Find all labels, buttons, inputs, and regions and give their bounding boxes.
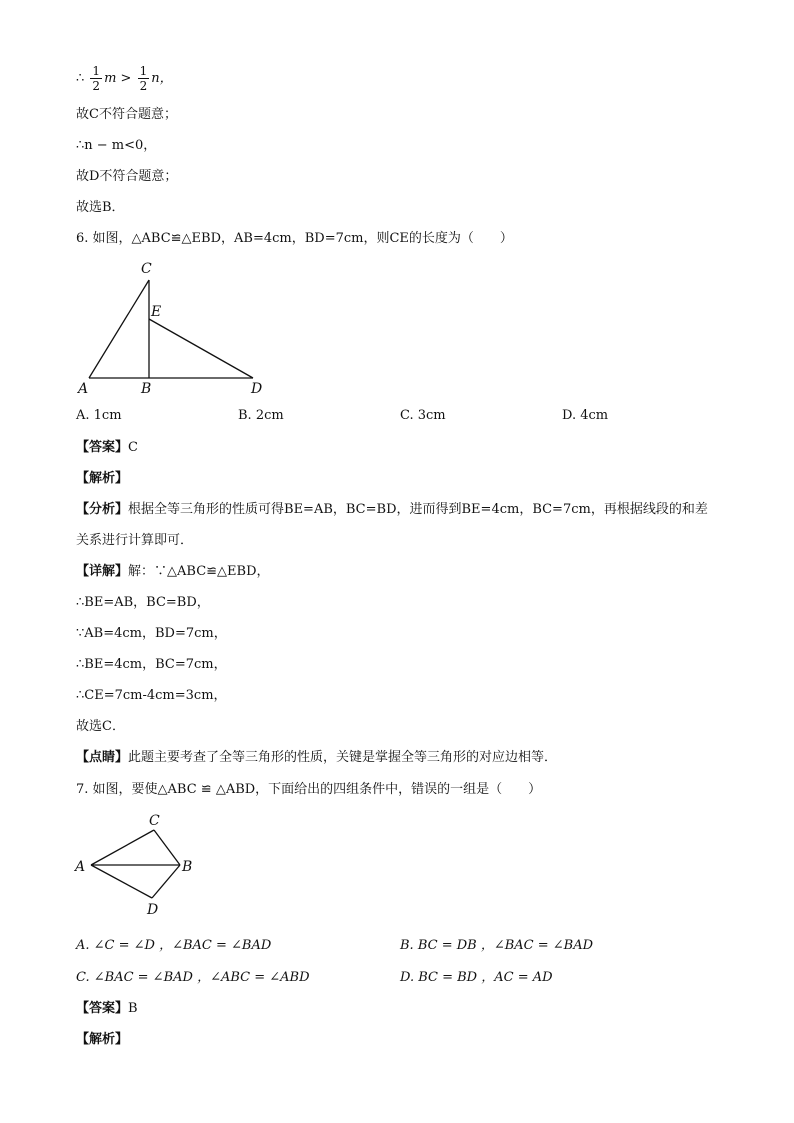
segment-db — [152, 865, 180, 898]
q7-option-b: B. BC = DB ，∠BAC = ∠BAD — [400, 938, 594, 953]
q6-option-c: C. 3cm — [400, 408, 446, 423]
label-c: C — [149, 813, 160, 829]
label-d: D — [147, 902, 159, 918]
label-b: B — [141, 381, 152, 397]
q6-step4: ∴BE=4cm，BC=7cm， — [76, 657, 227, 672]
q6-fenxi-line1: 【分析】根据全等三角形的性质可得BE=AB，BC=BD，进而得到BE=4cm，BC=7cm，再根据线段的和差 — [76, 502, 708, 517]
q6-triangle-lines — [89, 280, 253, 378]
segment-ad — [91, 865, 152, 898]
line-d-not-fit: 故D不符合题意； — [76, 169, 178, 184]
label-a: A — [78, 381, 89, 397]
q6-step2: ∴BE=AB，BC=BD， — [76, 595, 210, 610]
q6-option-b: B. 2cm — [238, 408, 284, 423]
q6-option-d: D. 4cm — [562, 408, 609, 423]
q7-answer: 【答案】B — [76, 1001, 138, 1016]
q6-step3: ∵AB=4cm，BD=7cm， — [76, 626, 227, 641]
q7-figure — [70, 810, 210, 920]
line-n-minus-m: ∴n − m<0， — [76, 138, 157, 153]
line-choose-b: 故选B． — [76, 200, 125, 215]
inequality-line: ∴ $\frac{1}{2}$ m > $\frac{1}{2}$ n， — [76, 64, 173, 93]
q6-xiangjie: 【详解】解：∵△ABC≌△EBD， — [76, 564, 270, 579]
label-c: C — [141, 261, 152, 277]
segment-ac — [91, 830, 154, 865]
q6-figure — [70, 255, 280, 400]
label-b: B — [182, 859, 193, 875]
q6-option-a: A. 1cm — [76, 408, 122, 423]
q6-step6: 故选C． — [76, 719, 125, 734]
label-d: D — [251, 381, 263, 397]
segment-cb — [154, 830, 180, 865]
fraction-half: $\frac{1}{2}$ — [92, 64, 101, 93]
therefore-symbol: ∴ — [76, 71, 85, 86]
fraction-half: $\frac{1}{2}$ — [139, 64, 148, 93]
q6-answer: 【答案】C — [76, 440, 138, 455]
q6-analysis-heading: 【解析】 — [76, 471, 129, 486]
line-c-not-fit: 故C不符合题意； — [76, 107, 177, 122]
label-a: A — [75, 859, 86, 875]
label-e: E — [151, 304, 162, 320]
segment-ed — [149, 319, 253, 378]
q6-step5: ∴CE=7cm-4cm=3cm， — [76, 688, 227, 703]
segment-ac — [89, 280, 149, 378]
q6-stem: 6. 如图，△ABC≌△EBD，AB=4cm，BD=7cm，则CE的长度为（ ） — [76, 231, 513, 246]
q6-fenxi-line2: 关系进行计算即可． — [76, 533, 194, 548]
q6-dianjing: 【点睛】此题主要考查了全等三角形的性质，关键是掌握全等三角形的对应边相等． — [76, 750, 558, 765]
q7-kite-lines — [91, 830, 180, 898]
q7-option-d: D. BC = BD ，AC = AD — [400, 970, 553, 985]
q7-option-c: C. ∠BAC = ∠BAD ，∠ABC = ∠ABD — [76, 970, 310, 985]
q7-option-a: A. ∠C = ∠D ，∠BAC = ∠BAD — [76, 938, 272, 953]
q7-analysis-heading: 【解析】 — [76, 1032, 129, 1047]
q7-stem: 7. 如图，要使△ABC ≌ △ABD，下面给出的四组条件中，错误的一组是（ ） — [76, 782, 542, 797]
